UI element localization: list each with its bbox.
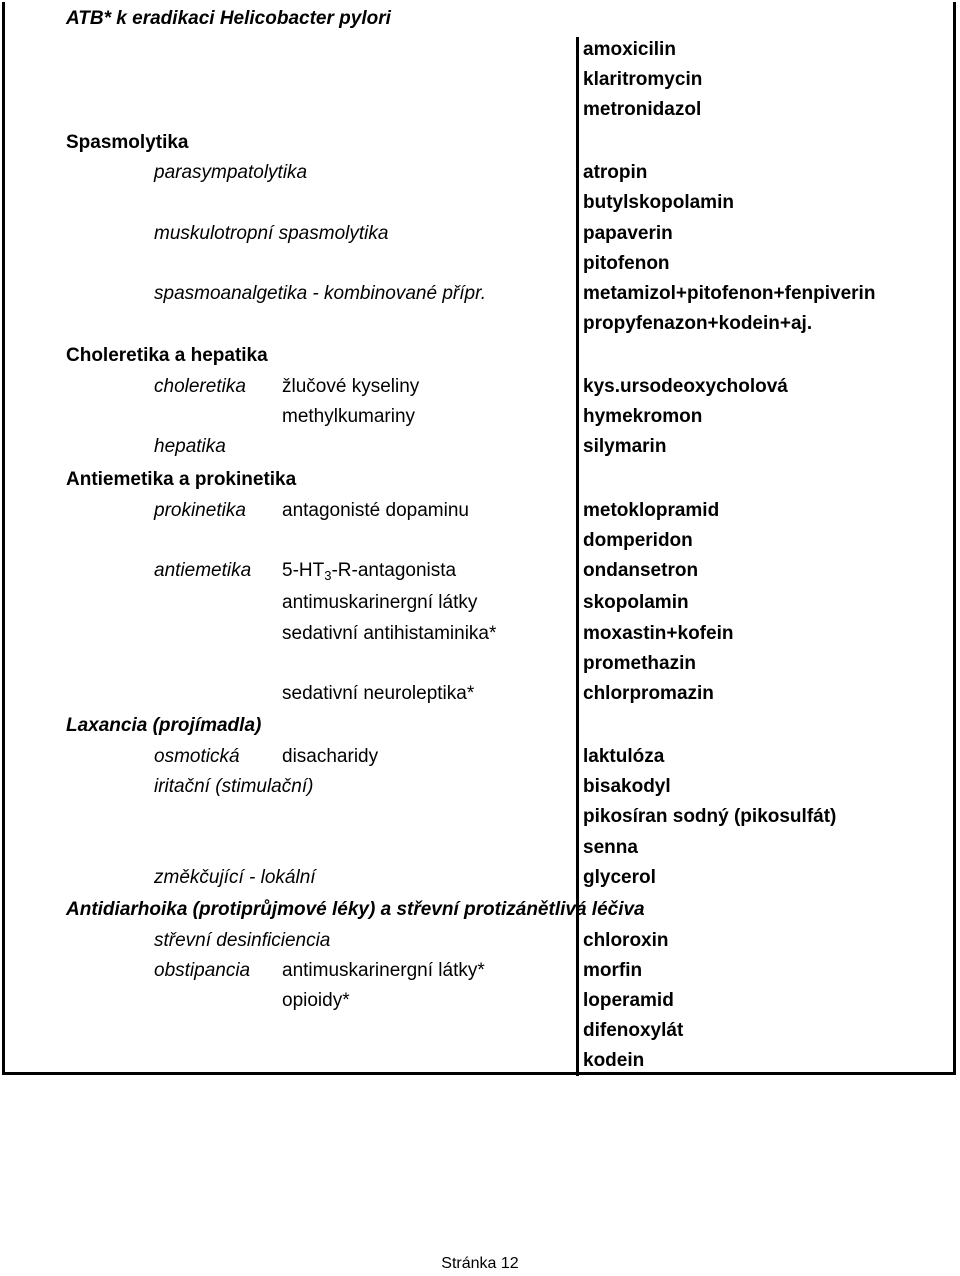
drug-name: domperidon <box>583 530 693 551</box>
category: obstipancia <box>154 960 251 981</box>
drug-name: atropin <box>583 162 648 183</box>
table-row <box>0 802 960 832</box>
category: muskulotropní spasmolytika <box>154 223 389 244</box>
drug-name: skopolamin <box>583 592 689 613</box>
table-row <box>0 95 960 125</box>
drug-name: loperamid <box>583 990 674 1011</box>
category: osmotická <box>154 746 240 767</box>
subcategory: opioidy* <box>282 990 350 1011</box>
drug-name: morfin <box>583 960 643 981</box>
subcategory: antagonisté dopaminu <box>282 500 469 521</box>
table-row <box>0 526 960 556</box>
drug-name: glycerol <box>583 867 656 888</box>
subcategory: disacharidy <box>282 746 379 767</box>
category: střevní desinficiencia <box>154 930 331 951</box>
drug-name: silymarin <box>583 436 667 457</box>
section-title: Laxancia (projímadla) <box>66 715 262 736</box>
drug-name: bisakodyl <box>583 776 671 797</box>
table-row <box>0 833 960 863</box>
section-heading-spasmolytika <box>0 128 960 158</box>
subcategory: antimuskarinergní látky <box>282 592 478 613</box>
subcategory: antimuskarinergní látky* <box>282 960 485 981</box>
section-title: ATB* k eradikaci Helicobacter pylori <box>66 8 391 29</box>
category: spasmoanalgetika - kombinované přípr. <box>154 283 486 304</box>
table-row <box>0 742 960 772</box>
table-row <box>0 65 960 95</box>
category: parasympatolytika <box>154 162 308 183</box>
table-row <box>0 926 960 956</box>
category: prokinetika <box>154 500 246 521</box>
table-row <box>0 649 960 679</box>
subcategory-prefix: 5-HT <box>282 560 325 581</box>
table-row <box>0 279 960 309</box>
drug-name: kodein <box>583 1050 645 1071</box>
section-heading-atb <box>0 4 960 34</box>
table-row <box>0 986 960 1016</box>
category: iritační (stimulační) <box>154 776 314 797</box>
drug-name: butylskopolamin <box>583 192 734 213</box>
page-number: Stránka 12 <box>441 1255 519 1272</box>
section-heading-laxancia <box>0 711 960 741</box>
drug-name: senna <box>583 837 638 858</box>
section-title: Choleretika a hepatika <box>66 345 268 366</box>
category: antiemetika <box>154 560 252 581</box>
drug-name: propyfenazon+kodein+aj. <box>583 313 813 334</box>
drug-name: chloroxin <box>583 930 669 951</box>
table-row <box>0 863 960 893</box>
table-row <box>0 619 960 649</box>
drug-name: difenoxylát <box>583 1020 684 1041</box>
drug-name: chlorpromazin <box>583 683 714 704</box>
table-row <box>0 219 960 249</box>
subcategory: methylkumariny <box>282 406 416 427</box>
drug-name: pikosíran sodný (pikosulfát) <box>583 806 837 827</box>
table-row <box>0 249 960 279</box>
subcategory <box>282 556 456 586</box>
drug-name: klaritromycin <box>583 69 703 90</box>
table-row <box>0 588 960 618</box>
category: choleretika <box>154 376 246 397</box>
drug-name: metronidazol <box>583 99 702 120</box>
category: hepatika <box>154 436 226 457</box>
subcategory: sedativní neuroleptika* <box>282 683 475 704</box>
drug-name: papaverin <box>583 223 673 244</box>
table-row <box>0 372 960 402</box>
section-title: Spasmolytika <box>66 132 189 153</box>
drug-name: laktulóza <box>583 746 665 767</box>
section-title: Antiemetika a prokinetika <box>66 469 297 490</box>
table-row <box>0 432 960 462</box>
drug-name: kys.ursodeoxycholová <box>583 376 788 397</box>
table-row <box>0 1046 960 1076</box>
table-row <box>0 188 960 218</box>
section-heading-antiemetika <box>0 465 960 495</box>
drug-name: metoklopramid <box>583 500 720 521</box>
drug-name: metamizol+pitofenon+fenpiverin <box>583 283 876 304</box>
section-heading-choleretika <box>0 341 960 371</box>
drug-name: hymekromon <box>583 406 703 427</box>
drug-name: pitofenon <box>583 253 670 274</box>
drug-name: ondansetron <box>583 560 699 581</box>
subcategory-suffix: -R-antagonista <box>331 560 457 581</box>
drug-name: amoxicilin <box>583 39 676 60</box>
table-row <box>0 772 960 802</box>
subcategory-subscript: 3 <box>324 568 332 583</box>
table-row <box>0 956 960 986</box>
table-row <box>0 1016 960 1046</box>
category: změkčující - lokální <box>154 867 316 888</box>
table-row <box>0 496 960 526</box>
table-row <box>0 158 960 188</box>
table-row <box>0 309 960 339</box>
subcategory: žlučové kyseliny <box>282 376 420 397</box>
drug-name: moxastin+kofein <box>583 623 734 644</box>
section-heading-antidiarhoika <box>0 895 960 925</box>
table-row <box>0 35 960 65</box>
section-title: Antidiarhoika (protiprůjmové léky) a střevní protizánětlivá léčiva <box>66 899 645 920</box>
table-row <box>0 556 960 586</box>
table-row <box>0 402 960 432</box>
drug-name: promethazin <box>583 653 696 674</box>
subcategory: sedativní antihistaminika* <box>282 623 497 644</box>
table-row <box>0 679 960 709</box>
